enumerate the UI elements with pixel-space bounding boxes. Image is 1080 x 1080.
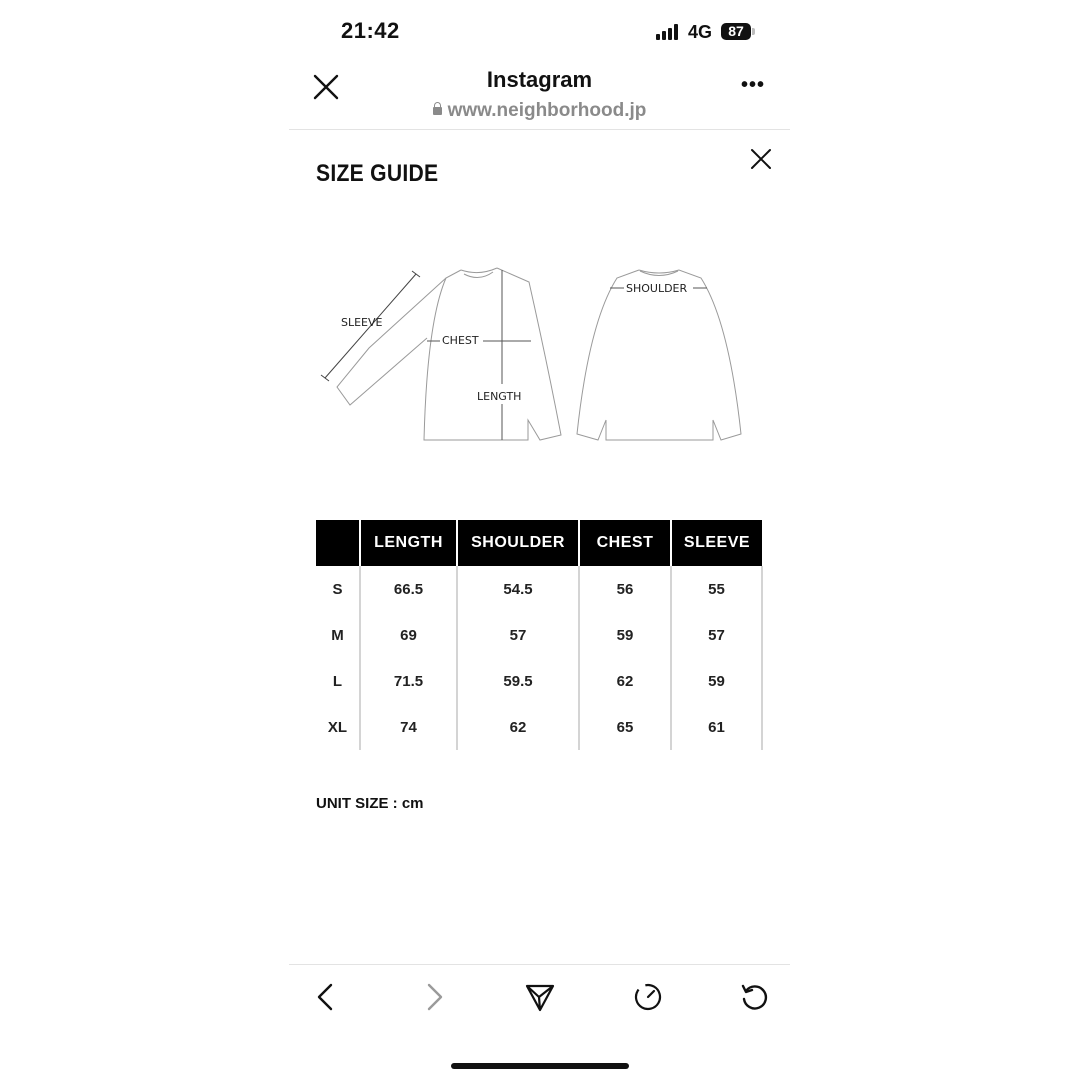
value-cell: 54.5 (457, 566, 579, 612)
unit-note: UNIT SIZE : cm (316, 795, 424, 812)
value-cell: 62 (457, 704, 579, 750)
browser-url (289, 100, 790, 122)
header-cell: SHOULDER (457, 520, 579, 566)
signal-icon (656, 24, 680, 40)
table-row (316, 704, 762, 750)
url-text: www.neighborhood.jp (447, 100, 647, 121)
share-icon[interactable] (525, 982, 555, 1012)
value-cell: 57 (671, 612, 762, 658)
value-cell: 59 (579, 612, 671, 658)
forward-icon[interactable] (419, 982, 449, 1012)
reload-icon[interactable] (739, 982, 769, 1012)
table-row (316, 612, 762, 658)
sleeve-label: SLEEVE (341, 316, 383, 329)
value-cell: 71.5 (360, 658, 457, 704)
open-in-browser-icon[interactable] (633, 982, 663, 1012)
header-cell: LENGTH (360, 520, 457, 566)
phone-screen (289, 0, 790, 1080)
value-cell: 59.5 (457, 658, 579, 704)
size-cell: S (332, 580, 343, 598)
size-cell: L (332, 672, 343, 690)
value-cell: 61 (671, 704, 762, 750)
page-title: SIZE GUIDE (316, 160, 439, 187)
shoulder-label: SHOULDER (626, 282, 688, 295)
value-cell: 56 (579, 566, 671, 612)
battery-icon: 87 (721, 23, 751, 40)
value-cell: 69 (360, 612, 457, 658)
more-icon[interactable]: ••• (741, 74, 766, 96)
value-cell: 59 (671, 658, 762, 704)
browser-title: Instagram (486, 67, 593, 92)
table-header-row (316, 520, 762, 566)
chest-label: CHEST (442, 334, 479, 347)
length-label: LENGTH (477, 390, 522, 403)
value-cell: 55 (671, 566, 762, 612)
table-row (316, 566, 762, 612)
size-cell: XL (327, 718, 348, 736)
back-icon[interactable] (311, 982, 341, 1012)
size-cell: M (331, 626, 344, 644)
front-shirt-outline (424, 268, 561, 440)
value-cell: 66.5 (360, 566, 457, 612)
header-cell: CHEST (579, 520, 671, 566)
status-time: 21:42 (341, 18, 400, 43)
garment-diagram (319, 262, 749, 447)
battery-tip (752, 28, 755, 35)
header-cell: SLEEVE (671, 520, 762, 566)
value-cell: 74 (360, 704, 457, 750)
lock-icon (433, 107, 442, 115)
header-cell (316, 520, 360, 566)
table-row (316, 658, 762, 704)
value-cell: 57 (457, 612, 579, 658)
back-shirt-outline (577, 270, 741, 440)
value-cell: 62 (579, 658, 671, 704)
network-type: 4G (688, 22, 713, 42)
close-icon[interactable] (750, 148, 772, 170)
header-divider (289, 129, 790, 130)
toolbar-divider (289, 964, 790, 965)
size-table (316, 520, 763, 750)
home-indicator[interactable] (451, 1063, 629, 1069)
value-cell: 65 (579, 704, 671, 750)
